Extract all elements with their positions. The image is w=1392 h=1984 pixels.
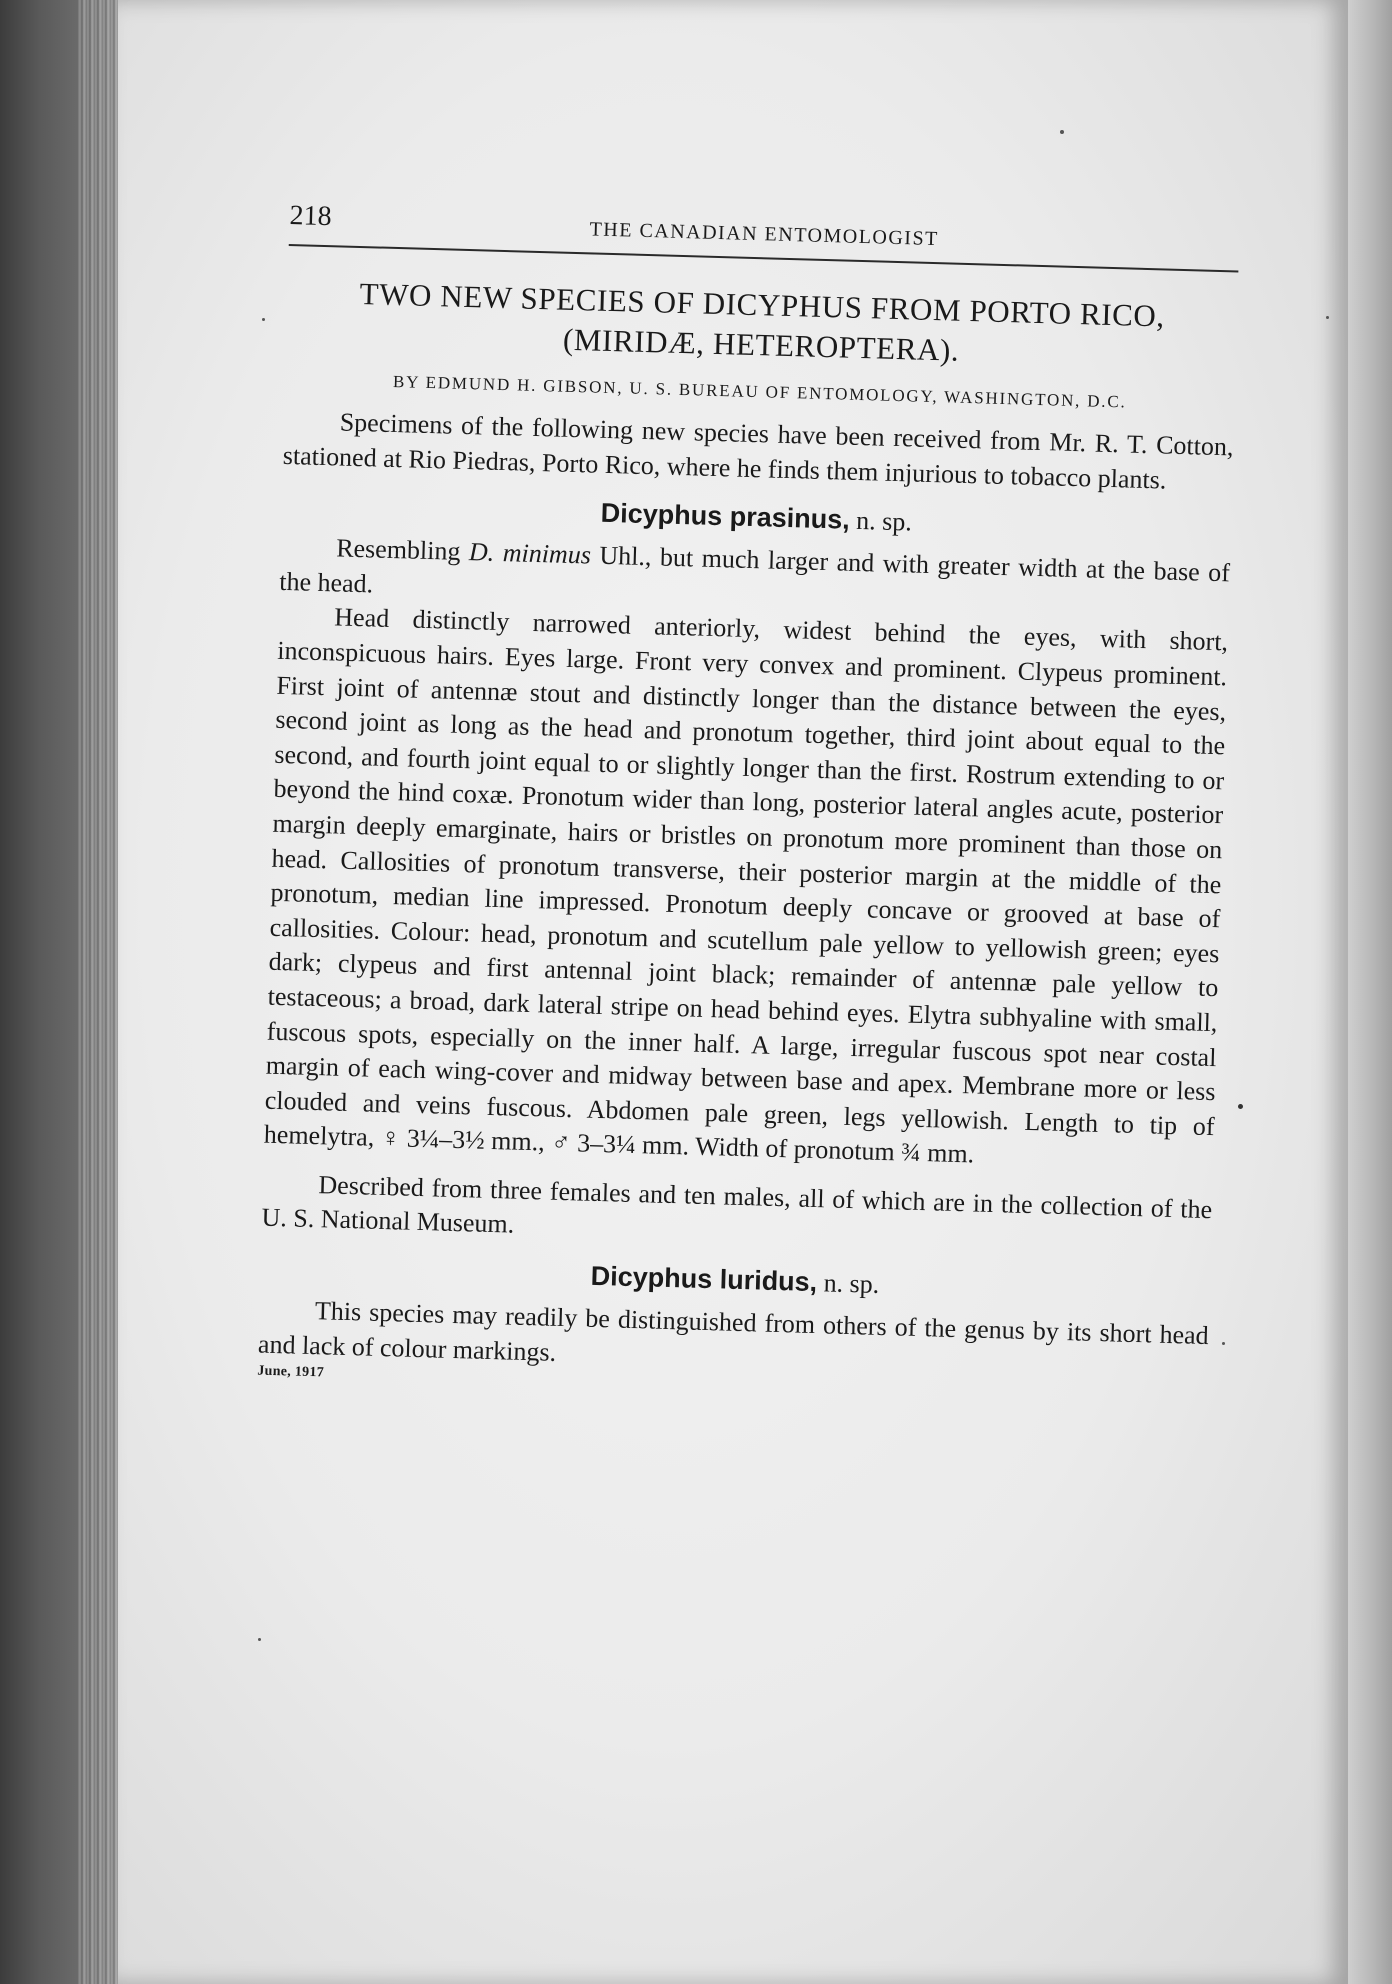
footer-date: June, 1917: [257, 1363, 325, 1381]
book-cover-edge: [1348, 0, 1392, 1984]
page-content: [257, 200, 1240, 1406]
paper-speck: [1222, 1342, 1225, 1345]
species-suffix: n. sp.: [816, 1268, 880, 1299]
species-name: Dicyphus luridus,: [590, 1260, 818, 1298]
luridus-paragraph: This species may readily be distinguished from others of the genus by its short head and lack of colour markings.: [257, 1296, 1210, 1367]
species-suffix: n. sp.: [849, 505, 913, 537]
journal-title: THE CANADIAN ENTOMOLOGIST: [589, 218, 940, 251]
described-paragraph: Described from three females and ten males, all of which are in the collection of the U. S. National Museum.: [261, 1170, 1213, 1240]
description-paragraph: Head distinctly narrowed anteriorly, widest behind the eyes, with short, inconspicuous hairs. Eyes large. Front very convex and prominent. Clypeus prominent. First joint of antennæ stout and distinctly longer than the distance between the eyes, second joint as long as the head and pronotum together, third joint about equal to the second, and fourth joint equal to or slightly longer than the first. Rostrum extending to or beyond the hind coxæ. Pronotum wider than long, posterior lateral angles acute, posterior margin deeply emarginate, hairs or bristles on pronotum more prominent than those on head. Callosities of pronotum transverse, their posterior margin at the middle of the pronotum, median line impressed. Pronotum deeply concave or grooved at base of callosities. Colour: head, pronotum and scutellum pale yellow to yellowish green; eyes dark; clypeus and first antennal joint black; remainder of antennæ pale yellow to testaceous; a broad, dark lateral stripe on head behind eyes. Elytra subhyaline with small, fuscous spots, especially on the inner half. A large, irregular fuscous spot near costal margin of each wing-cover and midway between base and apex. Membrane more or less clouded and veins fuscous. Abdomen pale green, legs yellowish. Length to tip of hemelytra, ♀ 3¼–3½ mm., ♂ 3–3¼ mm. Width of pronotum ¾ mm.: [263, 602, 1229, 1169]
paper-speck: [262, 318, 265, 321]
text-run: Uhl., but much larger and with greater width at the base of the head.: [278, 540, 1231, 599]
paper-speck: [1326, 316, 1329, 319]
paper-speck: [1238, 1104, 1243, 1109]
paper-speck: [1060, 130, 1064, 134]
paper-speck: [258, 1638, 261, 1641]
species-name: Dicyphus prasinus,: [600, 497, 851, 535]
article-byline: BY EDMUND H. GIBSON, U. S. BUREAU OF ENTOMOLOGY, WASHINGTON, D.C.: [392, 371, 1127, 412]
italic-taxon: D. minimus: [468, 537, 592, 570]
intro-paragraph: Specimens of the following new species have been received from Mr. R. T. Cotton, stationed at Rio Piedras, Porto Rico, where he finds them injurious to tobacco plants.: [282, 407, 1234, 495]
text-run: Resembling: [335, 533, 470, 567]
page-number: 218: [289, 200, 332, 233]
article-title: TWO NEW SPECIES OF DICYPHUS FROM PORTO RICO, (MIRIDÆ, HETEROPTERA).: [359, 275, 1166, 368]
page-edges: [78, 0, 118, 1984]
